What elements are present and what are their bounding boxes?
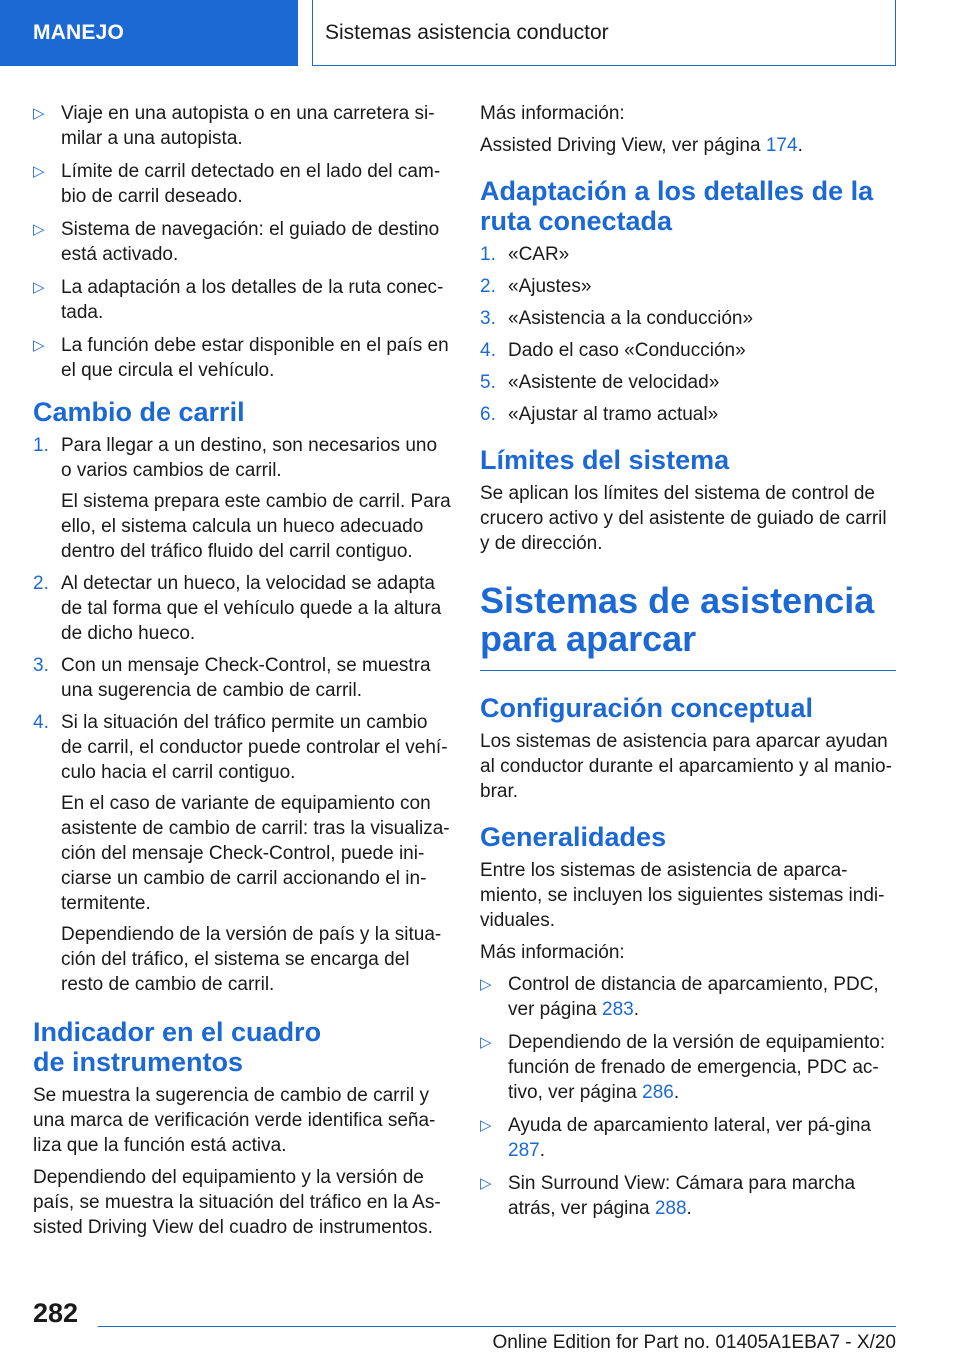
indicator-paragraph: Se muestra la sugerencia de cambio de carril y una marca de verificación verde identifica seña-liza que la función está activa. (33, 1085, 436, 1156)
list-item-text: Control de distancia de aparcamiento, PDC, ver página (508, 974, 879, 1020)
list-item-text: Sistema de navegación: el guiado de destino está activado. (61, 219, 440, 265)
indicator-heading-line1: Indicador en el cuadro (33, 1017, 322, 1047)
step-text: «Ajustar al tramo actual» (508, 404, 719, 425)
step-number: 5. (480, 372, 496, 393)
indicator-paragraph: Dependiendo del equipamiento y la versión de país, se muestra la situación del tráfico en la As-sisted Driving View del cuadro de instrumentos. (33, 1167, 441, 1238)
step-text: Si la situación del tráfico permite un cambio de carril, el conductor puede controlar el vehí-culo hacia el carril contiguo. (61, 712, 448, 783)
list-item-text: Viaje en una autopista o en una carretera si- milar a una autopista. (61, 103, 435, 149)
step-number: 3. (480, 308, 496, 329)
triangle-bullet-icon: ▷ (480, 1175, 492, 1192)
step-item (33, 710, 451, 997)
adaptation-heading: Adaptación a los detalles de la ruta conectada (480, 176, 874, 236)
parking-heading-line1: Sistemas de asistencia (480, 580, 875, 621)
step-item (480, 306, 896, 331)
triangle-bullet-icon: ▷ (480, 1117, 492, 1134)
triangle-bullet-icon: ▷ (33, 279, 45, 296)
step-number: 4. (480, 340, 496, 361)
step-number: 2. (33, 573, 49, 594)
limits-paragraph: Se aplican los límites del sistema de control de crucero activo y del asistente de guiado de carril y de dirección. (480, 483, 887, 554)
step-number: 1. (33, 435, 49, 456)
step-item (33, 571, 451, 646)
page-link-283[interactable]: 283 (602, 999, 634, 1020)
list-item: ▷ Sin Surround View: Cámara para marcha atrás, ver página 288. (480, 1173, 856, 1219)
adaptation-steps (480, 242, 896, 427)
triangle-bullet-icon: ▷ (33, 163, 45, 180)
indicator-heading (33, 1017, 451, 1077)
list-item-text: La función debe estar disponible en el país en el que circula el vehículo. (61, 335, 449, 381)
step-item (480, 338, 896, 363)
list-item (33, 217, 451, 267)
list-item: ▷ Ayuda de aparcamiento lateral, ver pá-gina 287. (480, 1115, 871, 1161)
step-item (33, 653, 451, 703)
lane-change-heading: Cambio de carril (33, 397, 245, 427)
step-text: «CAR» (508, 244, 570, 265)
list-item (33, 159, 451, 209)
list-item-text: Límite de carril detectado en el lado del cam- bio de carril deseado. (61, 161, 441, 207)
step-text: «Asistente de velocidad» (508, 372, 720, 393)
more-info-label: Más información: (480, 103, 625, 124)
general-heading: Generalidades (480, 822, 667, 852)
step-text: Dado el caso «Conducción» (508, 340, 746, 361)
chapter-title: Sistemas asistencia conductor (312, 0, 896, 66)
list-item (33, 333, 451, 383)
step-number: 1. (480, 244, 496, 265)
page-link-288[interactable]: 288 (654, 1198, 687, 1219)
step-text: El sistema prepara este cambio de carril. Para ello, el sistema calcula un hueco adecuado dentro del tráfico fluido del carril contiguo. (61, 491, 451, 562)
step-item (33, 433, 451, 564)
page-header (0, 0, 960, 66)
step-text: En el caso de variante de equipamiento con asistente de cambio de carril: tras la visualiza-ción del mensaje Check-Control, puede ini-ciarse un cambio de carril accionando el in-termitente. (61, 793, 450, 914)
page-link-174[interactable]: 174 (765, 135, 798, 156)
triangle-bullet-icon: ▷ (33, 105, 45, 122)
page-link-286[interactable]: 286 (642, 1082, 674, 1103)
step-text: Dependiendo de la versión de país y la situa-ción del tráfico, el sistema se encarga del resto de cambio de carril. (61, 924, 442, 995)
step-number: 2. (480, 276, 496, 297)
list-item: ▷ Control de distancia de aparcamiento, PDC, ver página 283. (480, 974, 879, 1020)
concept-paragraph: Los sistemas de asistencia para aparcar ayudan al conductor durante el aparcamiento y al manio-brar. (480, 731, 892, 802)
triangle-bullet-icon: ▷ (480, 976, 492, 993)
footer-edition: Online Edition for Part no. 01405A1EBA7 - X/20 (492, 1332, 896, 1353)
step-text: Con un mensaje Check-Control, se muestra una sugerencia de cambio de carril. (61, 655, 431, 701)
list-item-text: Ayuda de aparcamiento lateral, ver pá-gina (508, 1115, 871, 1136)
right-column (480, 101, 896, 1231)
list-item-text: Sin Surround View: Cámara para marcha atrás, ver página (508, 1173, 856, 1219)
step-number: 3. (33, 655, 49, 676)
lane-change-steps (33, 433, 451, 997)
page-link-287[interactable]: 287 (508, 1140, 540, 1161)
footer-divider (98, 1326, 896, 1327)
step-text: Para llegar a un destino, son necesarios uno o varios cambios de carril. (61, 435, 438, 481)
concept-heading: Configuración conceptual (480, 693, 814, 723)
more-info-reference: Assisted Driving View, ver página 174. (480, 135, 803, 156)
triangle-bullet-icon: ▷ (480, 1034, 492, 1051)
parking-heading (480, 582, 896, 671)
step-number: 4. (33, 712, 49, 733)
section-tab: MANEJO (0, 0, 298, 66)
step-text: Al detectar un hueco, la velocidad se adapta de tal forma que el vehículo quede a la altura de dicho hueco. (61, 573, 442, 644)
list-item-text: Dependiendo de la versión de equipamiento: función de frenado de emergencia, PDC ac-tivo, ver página (508, 1032, 886, 1103)
step-item (480, 402, 896, 427)
list-item (33, 101, 451, 151)
general-paragraph: Entre los sistemas de asistencia de aparca-miento, se incluyen los siguientes sistemas indi-viduales. (480, 860, 885, 931)
triangle-bullet-icon: ▷ (33, 337, 45, 354)
step-item (480, 274, 896, 299)
list-item (33, 275, 451, 325)
page-number: 282 (33, 1298, 79, 1328)
parking-heading-line2: para aparcar (480, 618, 697, 659)
parking-systems-list (480, 972, 896, 1221)
step-text: «Ajustes» (508, 276, 592, 297)
list-item: ▷ Dependiendo de la versión de equipamiento: función de frenado de emergencia, PDC ac-tivo, ver página 286. (480, 1032, 886, 1103)
limits-heading: Límites del sistema (480, 445, 730, 475)
step-item (480, 242, 896, 267)
list-item-text: La adaptación a los detalles de la ruta conec- tada. (61, 277, 444, 323)
step-text: «Asistencia a la conducción» (508, 308, 754, 329)
left-column (33, 101, 451, 1247)
triangle-bullet-icon: ▷ (33, 221, 45, 238)
general-more-info-label: Más información: (480, 942, 625, 963)
more-info-text: Assisted Driving View, ver página (480, 135, 766, 156)
conditions-list (33, 101, 451, 383)
indicator-heading-line2: de instrumentos (33, 1047, 244, 1077)
step-number: 6. (480, 404, 496, 425)
step-item (480, 370, 896, 395)
